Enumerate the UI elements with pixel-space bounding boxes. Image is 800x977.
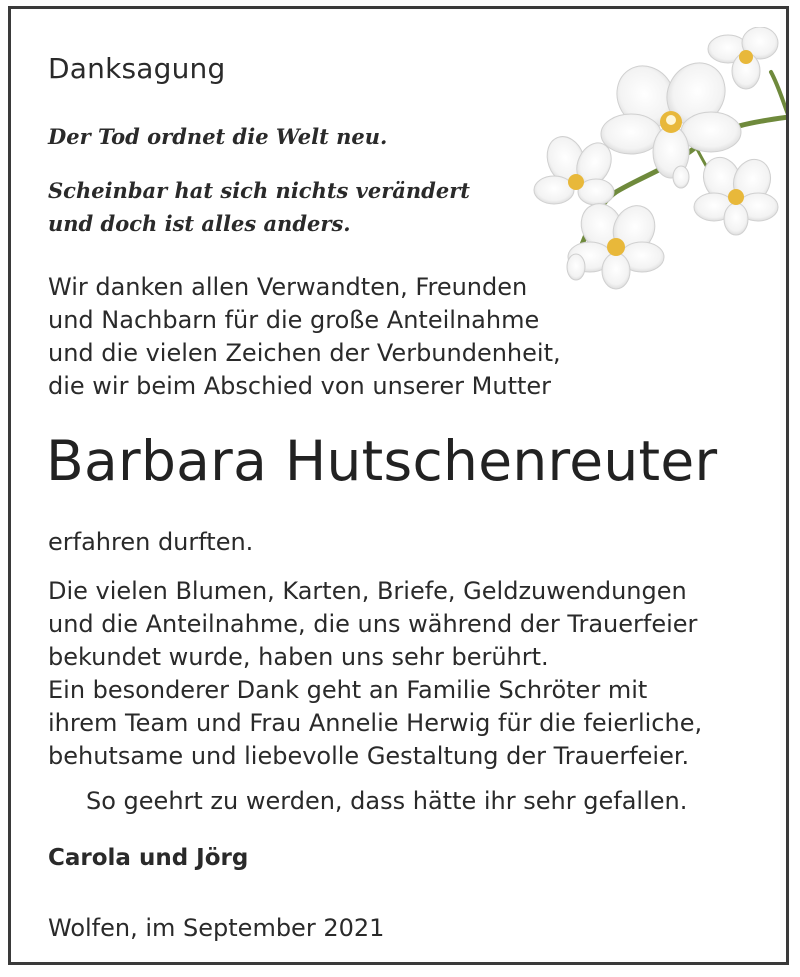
- signature: Carola und Jörg: [48, 845, 249, 871]
- thanks-paragraph: Wir danken allen Verwandten, Freunden und Nachbarn für die große Anteilnahme und die vielen Zeichen der Verbundenheit, die wir beim Abschied von unserer Mutter: [48, 273, 561, 400]
- orchid-image: [521, 27, 789, 297]
- place-date: Wolfen, im September 2021: [48, 914, 385, 942]
- gratitude-paragraph: Die vielen Blumen, Karten, Briefe, Geldzuwendungen und die Anteilnahme, die uns während der Trauerfeier bekundet wurde, haben uns sehr berührt. Ein besonderer Dank geht an Familie Schröter mit ihrem Team und Frau Annelie Herwig für die feierliche, behutsame und liebevolle Gestaltung der Trauerfeier.: [48, 577, 703, 770]
- learned-line: erfahren durften.: [48, 528, 254, 556]
- closing-line: So geehrt zu werden, dass hätte ihr sehr gefallen.: [86, 787, 688, 815]
- obituary-card: [8, 6, 789, 965]
- deceased-name: Barbara Hutschenreuter: [46, 429, 718, 493]
- notice-heading: Danksagung: [48, 52, 226, 85]
- quote-line-2: Scheinbar hat sich nichts verändert und doch ist alles anders.: [48, 178, 470, 236]
- quote-line-1: Der Tod ordnet die Welt neu.: [48, 124, 388, 149]
